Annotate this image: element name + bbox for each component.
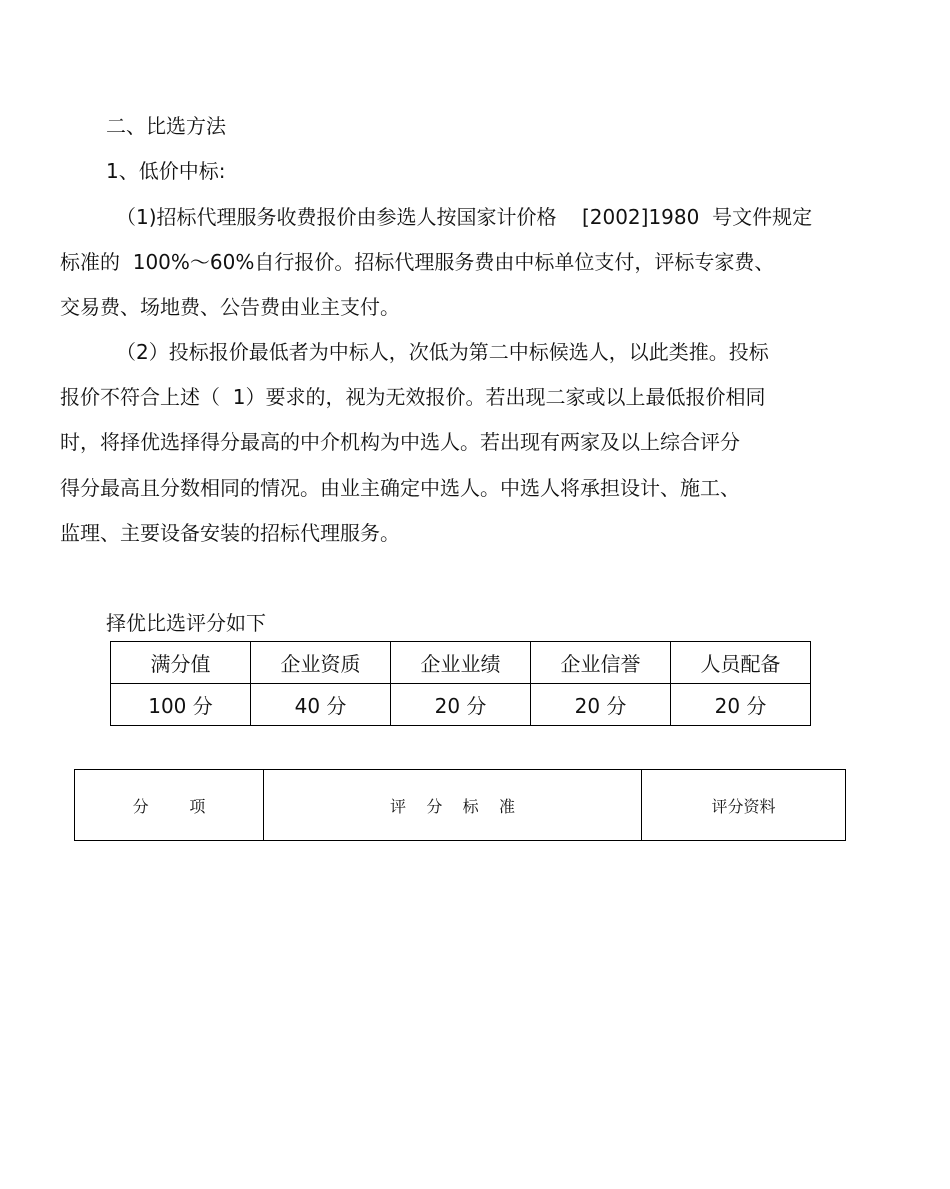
criteria-header-materials: 评分资料 bbox=[642, 770, 846, 841]
paragraph-1-line-2: 标准的 100%～60%自行报价。招标代理服务费由中标单位支付，评标专家费、 bbox=[60, 250, 775, 274]
criteria-header-item: 分 项 bbox=[75, 770, 264, 841]
criteria-table bbox=[74, 769, 846, 841]
paragraph-2-line-5: 监理、主要设备安装的招标代理服务。 bbox=[60, 521, 400, 545]
paragraph-2-line-1: （2）投标报价最低者为中标人，次低为第二中标候选人，以此类推。投标 bbox=[116, 340, 769, 364]
subsection-heading: 1、低价中标: bbox=[106, 159, 226, 183]
section-heading: 二、比选方法 bbox=[106, 114, 226, 138]
paragraph-2-line-4: 得分最高且分数相同的情况。由业主确定中选人。中选人将承担设计、施工、 bbox=[60, 476, 740, 500]
score-header-qualification: 企业资质 bbox=[251, 642, 391, 684]
score-table-header-row bbox=[111, 642, 811, 684]
score-value-performance: 20 分 bbox=[391, 684, 531, 726]
score-value-full: 100 分 bbox=[111, 684, 251, 726]
score-value-staffing: 20 分 bbox=[671, 684, 811, 726]
paragraph-2-line-2: 报价不符合上述（ 1）要求的，视为无效报价。若出现二家或以上最低报价相同 bbox=[60, 385, 766, 409]
criteria-header-standard: 评 分 标 准 bbox=[264, 770, 642, 841]
score-value-reputation: 20 分 bbox=[531, 684, 671, 726]
paragraph-1-line-3: 交易费、场地费、公告费由业主支付。 bbox=[60, 295, 400, 319]
criteria-header-row bbox=[75, 770, 846, 841]
score-header-staffing: 人员配备 bbox=[671, 642, 811, 684]
score-table bbox=[110, 641, 811, 726]
score-header-performance: 企业业绩 bbox=[391, 642, 531, 684]
score-header-full: 满分值 bbox=[111, 642, 251, 684]
score-table-value-row bbox=[111, 684, 811, 726]
paragraph-1-line-1: （1)招标代理服务收费报价由参选人按国家计价格 [2002]1980 号文件规定 bbox=[116, 205, 813, 229]
paragraph-2-line-3: 时，将择优选择得分最高的中介机构为中选人。若出现有两家及以上综合评分 bbox=[60, 430, 740, 454]
score-table-caption: 择优比选评分如下 bbox=[106, 611, 266, 635]
score-header-reputation: 企业信誉 bbox=[531, 642, 671, 684]
score-value-qualification: 40 分 bbox=[251, 684, 391, 726]
